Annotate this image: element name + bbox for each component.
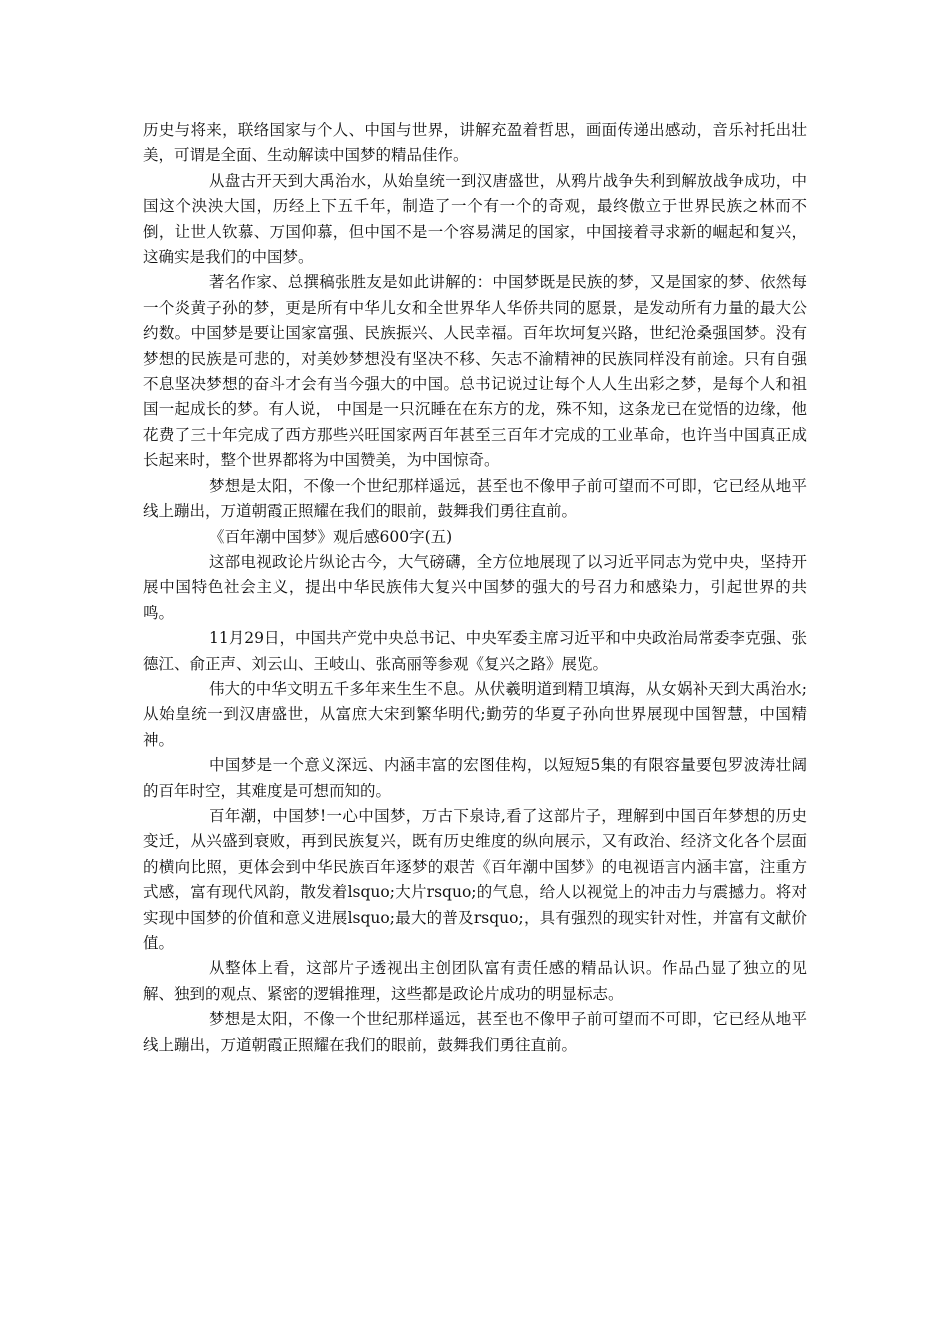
paragraph: 11月29日，中国共产党中央总书记、中央军委主席习近平和中央政治局常委李克强、张德江、俞正声、刘云山、王岐山、张高丽等参观《复兴之路》展览。 bbox=[143, 629, 807, 673]
paragraph: 百年潮，中国梦!一心中国梦，万古下泉诗,看了这部片子，理解到中国百年梦想的历史变迁，从兴盛到衰败，再到民族复兴，既有历史维度的纵向展示，又有政治、经济文化各个层面的横向比照，更体会到中华民族百年逐梦的艰苦《百年潮中国梦》的电视语言内涵丰富，注重方式感，富有现代风韵，散发着lsquo;大片rsquo;的气息，给人以视觉上的冲击力与震撼力。将对实现中国梦的价值和意义进展lsquo;最大的普及rsquo;，具有强烈的现实针对性，并富有文献价值。 bbox=[143, 806, 807, 952]
paragraph: 中国梦是一个意义深远、内涵丰富的宏图佳构，以短短5集的有限容量要包罗波涛壮阔的百年时空，其难度是可想而知的。 bbox=[143, 756, 807, 800]
section-heading: 《百年潮中国梦》观后感600字(五) bbox=[209, 527, 453, 546]
document-body bbox=[143, 118, 807, 1058]
paragraph: 梦想是太阳，不像一个世纪那样遥远，甚至也不像甲子前可望而不可即，它已经从地平线上蹦出，万道朝霞正照耀在我们的眼前，鼓舞我们勇往直前。 bbox=[143, 476, 807, 521]
paragraph: 梦想是太阳，不像一个世纪那样遥远，甚至也不像甲子前可望而不可即，它已经从地平线上蹦出，万道朝霞正照耀在我们的眼前，鼓舞我们勇往直前。 bbox=[143, 1010, 807, 1054]
paragraph: 从盘古开天到大禹治水，从始皇统一到汉唐盛世，从鸦片战争失利到解放战争成功，中国这个泱泱大国，历经上下五千年，制造了一个有一个的奇观，最终傲立于世界民族之林而不倒，让世人钦慕、万国仰慕，但中国不是一个容易满足的国家，中国接着寻求新的崛起和复兴，这确实是我们的中国梦。 bbox=[143, 171, 807, 267]
paragraph: 著名作家、总撰稿张胜友是如此讲解的：中国梦既是民族的梦，又是国家的梦、依然每一个炎黄子孙的梦，更是所有中华儿女和全世界华人华侨共同的愿景，是发动所有力量的最大公约数。中国梦是要让国家富强、民族振兴、人民幸福。百年坎坷复兴路，世纪沧桑强国梦。没有梦想的民族是可悲的，对美妙梦想没有坚决不移、矢志不渝精神的民族同样没有前途。只有自强不息坚决梦想的奋斗才会有当今强大的中国。总书记说过让每个人人生出彩之梦，是每个人和祖国一起成长的梦。有人说， 中国是一只沉睡在在东方的龙，殊不知，这条龙已在觉悟的边缘，他花费了三十年完成了西方那些兴旺国家两百年甚至三百年才完成的工业革命，也许当中国真正成长起来时，整个世界都将为中国赞美，为中国惊奇。 bbox=[143, 273, 807, 470]
paragraph: 伟大的中华文明五千多年来生生不息。从伏羲明道到精卫填海，从女娲补天到大禹治水;从始皇统一到汉唐盛世，从富庶大宋到繁华明代;勤劳的华夏子孙向世界展现中国智慧，中国精神。 bbox=[143, 679, 807, 749]
paragraph: 历史与将来，联络国家与个人、中国与世界，讲解充盈着哲思，画面传递出感动，音乐衬托出壮美，可谓是全面、生动解读中国梦的精品佳作。 bbox=[143, 121, 807, 165]
paragraph: 从整体上看，这部片子透视出主创团队富有责任感的精品认识。作品凸显了独立的见解、独到的观点、紧密的逻辑推理，这些都是政论片成功的明显标志。 bbox=[143, 959, 807, 1003]
paragraph: 这部电视政论片纵论古今，大气磅礴，全方位地展现了以习近平同志为党中央，坚持开展中国特色社会主义，提出中华民族伟大复兴中国梦的强大的号召力和感染力，引起世界的共鸣。 bbox=[143, 552, 807, 622]
